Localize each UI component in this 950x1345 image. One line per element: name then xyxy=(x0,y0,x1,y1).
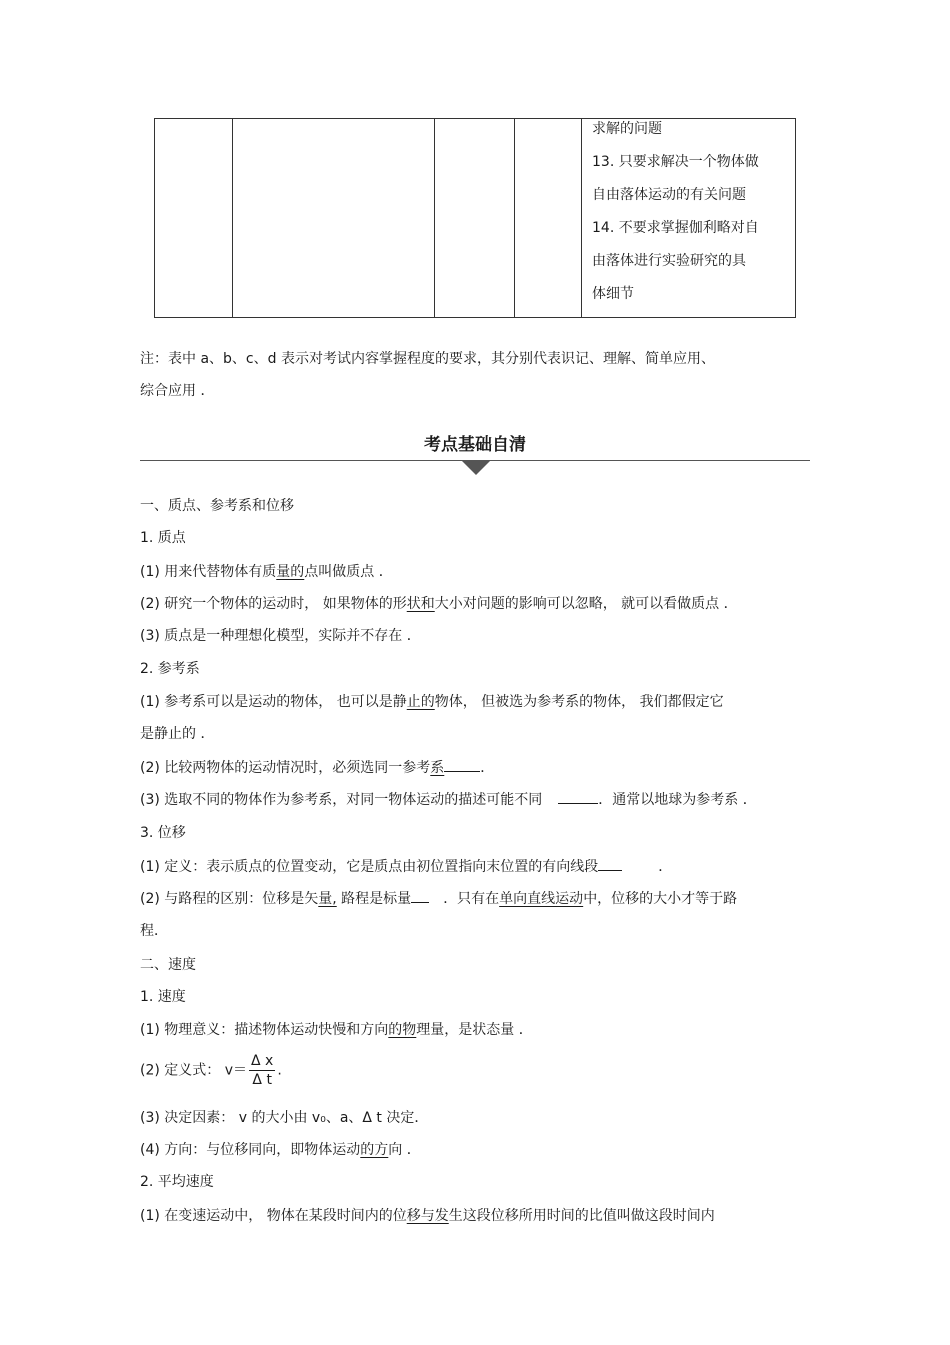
subheading-particle: 1. 质点 xyxy=(140,530,186,546)
fill-blank xyxy=(411,888,429,903)
fill-blank xyxy=(598,856,622,871)
paragraph: (2) 比较两物体的运动情况时，必须选同一参考系 ． xyxy=(140,757,494,777)
paragraph: (3) 选取不同的物体作为参考系，对同一物体运动的描述可能不同 ．通常以地球为参考系 ． xyxy=(140,789,757,809)
paragraph: 程． xyxy=(140,923,168,939)
paragraph: (1) 物理意义：描述物体运动快慢和方向的物理量，是状态量 ． xyxy=(140,1022,533,1038)
fill-blank xyxy=(444,757,480,772)
paragraph: (4) 方向：与位移同向，即物体运动的方向 ． xyxy=(140,1142,421,1158)
paragraph: (1) 用来代替物体有质量的点叫做质点 ． xyxy=(140,564,393,580)
heading-2: 二、速度 xyxy=(140,957,196,973)
table-line: 14. 不要求掌握伽利略对自 xyxy=(592,220,759,236)
fill-blank xyxy=(558,789,598,804)
requirements-table xyxy=(154,118,796,318)
paragraph: 是静止的 ． xyxy=(140,726,215,742)
table-cell xyxy=(155,119,233,318)
triangle-down-icon xyxy=(462,461,490,475)
paragraph: (3) 决定因素： v 的大小由 v₀、a、Δ t 决定． xyxy=(140,1110,429,1126)
note-line-1: 注：表中 a、b、c、d 表示对考试内容掌握程度的要求，其分别代表识记、理解、简单应用、 xyxy=(140,351,715,367)
note-line-2: 综合应用 ． xyxy=(140,383,215,399)
subheading-reference-frame: 2. 参考系 xyxy=(140,661,200,677)
paragraph: (1) 参考系可以是运动的物体， 也可以是静止的物体， 但被选为参考系的物体， 我们都假定它 xyxy=(140,694,724,710)
paragraph: (2) 与路程的区别：位移是矢量, 路程是标量 ．只有在单向直线运动中，位移的大小才等于路 xyxy=(140,888,737,908)
table-line: 由落体进行实验研究的具 xyxy=(592,253,746,269)
table-cell xyxy=(233,119,435,318)
table-cell xyxy=(515,119,582,318)
velocity-fraction: $\frac{\text{Δ x}}{\text{Δ t}}$ xyxy=(251,1053,274,1088)
table-line: 自由落体运动的有关问题 xyxy=(592,187,746,203)
section-title: 考点基础自清 xyxy=(424,435,526,455)
paragraph: (3) 质点是一种理想化模型，实际并不存在 ． xyxy=(140,628,421,644)
table-line: 求解的问题 xyxy=(592,121,662,137)
heading-1: 一、质点、参考系和位移 xyxy=(140,498,294,514)
subheading-velocity: 1. 速度 xyxy=(140,989,186,1005)
table-cell-notes xyxy=(582,119,796,318)
paragraph-formula: (2) 定义式： v＝ $\frac{\text{Δ x}}{\text{Δ t}}$ . xyxy=(140,1053,282,1088)
paragraph: (1) 定义：表示质点的位置变动，它是质点由初位置指向末位置的有向线段 ． xyxy=(140,856,672,876)
table-line: 13. 只要求解决一个物体做 xyxy=(592,154,759,170)
subheading-displacement: 3. 位移 xyxy=(140,825,186,841)
table-line: 体细节 xyxy=(592,286,634,302)
paragraph: (2) 研究一个物体的运动时， 如果物体的形状和大小对问题的影响可以忽略， 就可以看做质点 ． xyxy=(140,596,738,612)
paragraph: (1) 在变速运动中， 物体在某段时间内的位移与发生这段位移所用时间的比值叫做这段时间内 xyxy=(140,1208,715,1224)
subheading-average-velocity: 2. 平均速度 xyxy=(140,1174,214,1190)
table-cell xyxy=(435,119,515,318)
